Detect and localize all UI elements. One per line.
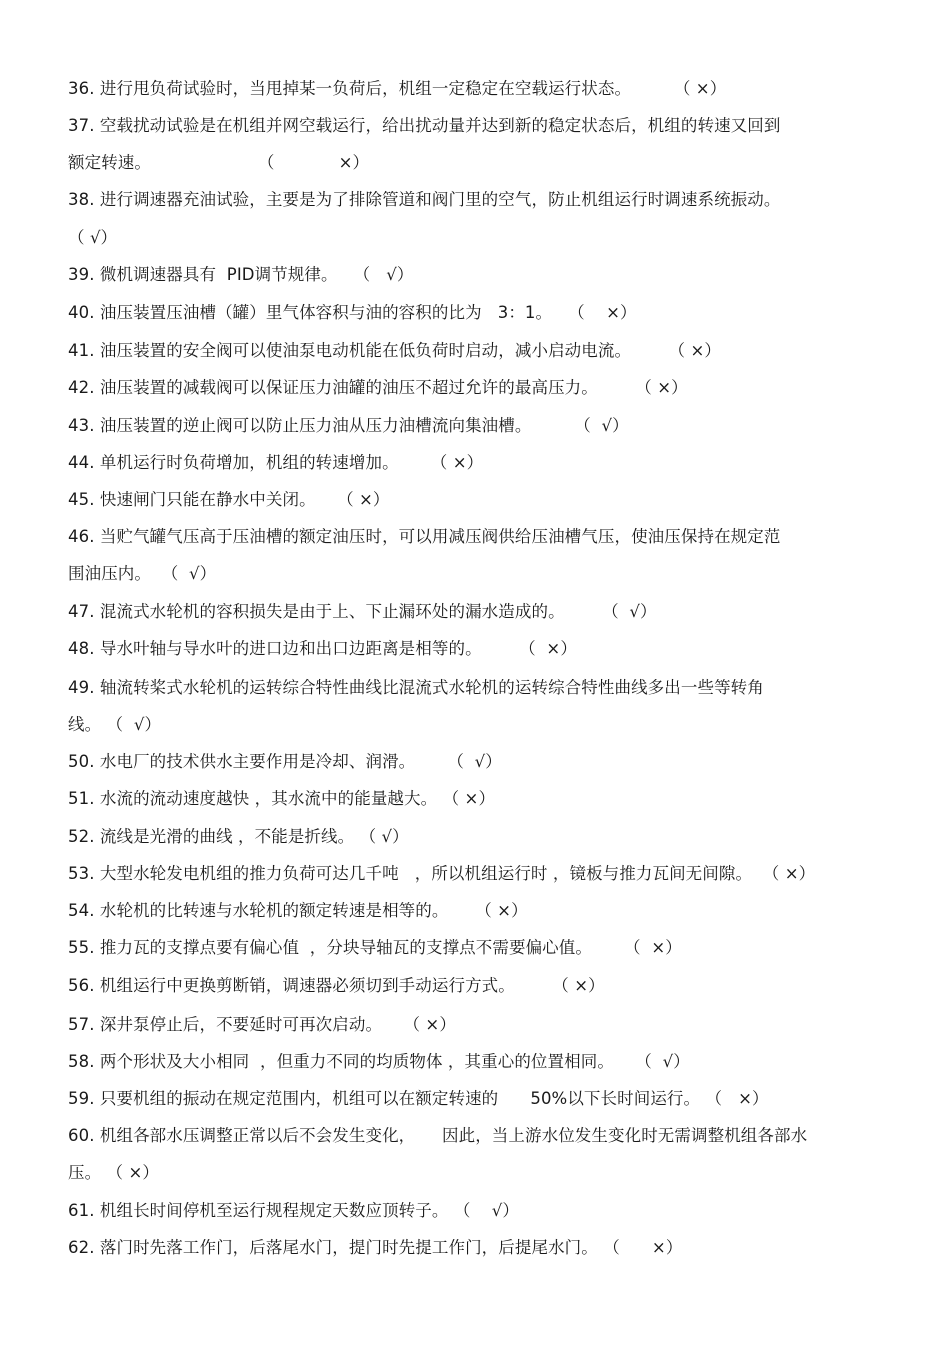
question-57: 57. 深井泵停止后，不要延时可再次启动。 （ ×） — [68, 1015, 456, 1034]
question-38: 38. 进行调速器充油试验，主要是为了排除管道和阀门里的空气，防止机组运行时调速系统振动。 — [68, 190, 781, 209]
question-49-cont: 线。 （ √） — [68, 715, 162, 734]
question-46-cont: 围油压内。 （ √） — [68, 564, 217, 583]
question-45: 45. 快速闸门只能在静水中关闭。 （ ×） — [68, 490, 390, 509]
question-58: 58. 两个形状及大小相同 ，但重力不同的均质物体 ，其重心的位置相同。 （ √） — [68, 1052, 690, 1071]
question-42: 42. 油压装置的减载阀可以保证压力油罐的油压不超过允许的最高压力。 （ ×） — [68, 378, 688, 397]
question-48: 48. 导水叶轴与导水叶的进口边和出口边距离是相等的。 （ ×） — [68, 639, 577, 658]
question-47: 47. 混流式水轮机的容积损失是由于上、下止漏环处的漏水造成的。 （ √） — [68, 602, 657, 621]
question-59: 59. 只要机组的振动在规定范围内，机组可以在额定转速的 50%以下长时间运行。 （ ×） — [68, 1089, 769, 1108]
question-49: 49. 轴流转桨式水轮机的运转综合特性曲线比混流式水轮机的运转综合特性曲线多出一些等转角 — [68, 678, 764, 697]
question-41: 41. 油压装置的安全阀可以使油泵电动机能在低负荷时启动，减小启动电流。 （ ×） — [68, 341, 721, 360]
question-53: 53. 大型水轮发电机组的推力负荷可达几千吨 ，所以机组运行时 ，镜板与推力瓦间无间隙。 （ ×） — [68, 864, 816, 883]
question-56: 56. 机组运行中更换剪断销，调速器必须切到手动运行方式。 （ ×） — [68, 976, 605, 995]
question-39: 39. 微机调速器具有 PID调节规律。 （ √） — [68, 265, 414, 284]
question-44: 44. 单机运行时负荷增加，机组的转速增加。 （ ×） — [68, 453, 484, 472]
question-54: 54. 水轮机的比转速与水轮机的额定转速是相等的。 （ ×） — [68, 901, 528, 920]
question-37: 37. 空载扰动试验是在机组并网空载运行，给出扰动量并达到新的稳定状态后，机组的转速又回到 — [68, 116, 781, 135]
question-37-cont: 额定转速。 （ ×） — [68, 153, 370, 172]
question-40: 40. 油压装置压油槽（罐）里气体容积与油的容积的比为 3：1。 （ ×） — [68, 303, 637, 322]
question-60-cont: 压。 （ ×） — [68, 1163, 160, 1182]
question-52: 52. 流线是光滑的曲线 ，不能是折线。 （ √） — [68, 827, 409, 846]
question-46: 46. 当贮气罐气压高于压油槽的额定油压时，可以用减压阀供给压油槽气压，使油压保持在规定范 — [68, 527, 781, 546]
question-61: 61. 机组长时间停机至运行规程规定天数应顶转子。 （ √） — [68, 1201, 520, 1220]
question-38-cont: （ √） — [68, 228, 118, 247]
question-43: 43. 油压装置的逆止阀可以防止压力油从压力油槽流向集油槽。 （ √） — [68, 416, 629, 435]
question-62: 62. 落门时先落工作门，后落尾水门，提门时先提工作门，后提尾水门。 （ ×） — [68, 1238, 683, 1257]
question-50: 50. 水电厂的技术供水主要作用是冷却、润滑。 （ √） — [68, 752, 502, 771]
question-51: 51. 水流的流动速度越快 ，其水流中的能量越大。 （ ×） — [68, 789, 496, 808]
question-55: 55. 推力瓦的支撑点要有偏心值 ，分块导轴瓦的支撑点不需要偏心值。 （ ×） — [68, 938, 682, 957]
question-36: 36. 进行甩负荷试验时，当甩掉某一负荷后，机组一定稳定在空载运行状态。 （ ×） — [68, 79, 727, 98]
question-60: 60. 机组各部水压调整正常以后不会发生变化， 因此，当上游水位发生变化时无需调整机组各部水 — [68, 1126, 808, 1145]
